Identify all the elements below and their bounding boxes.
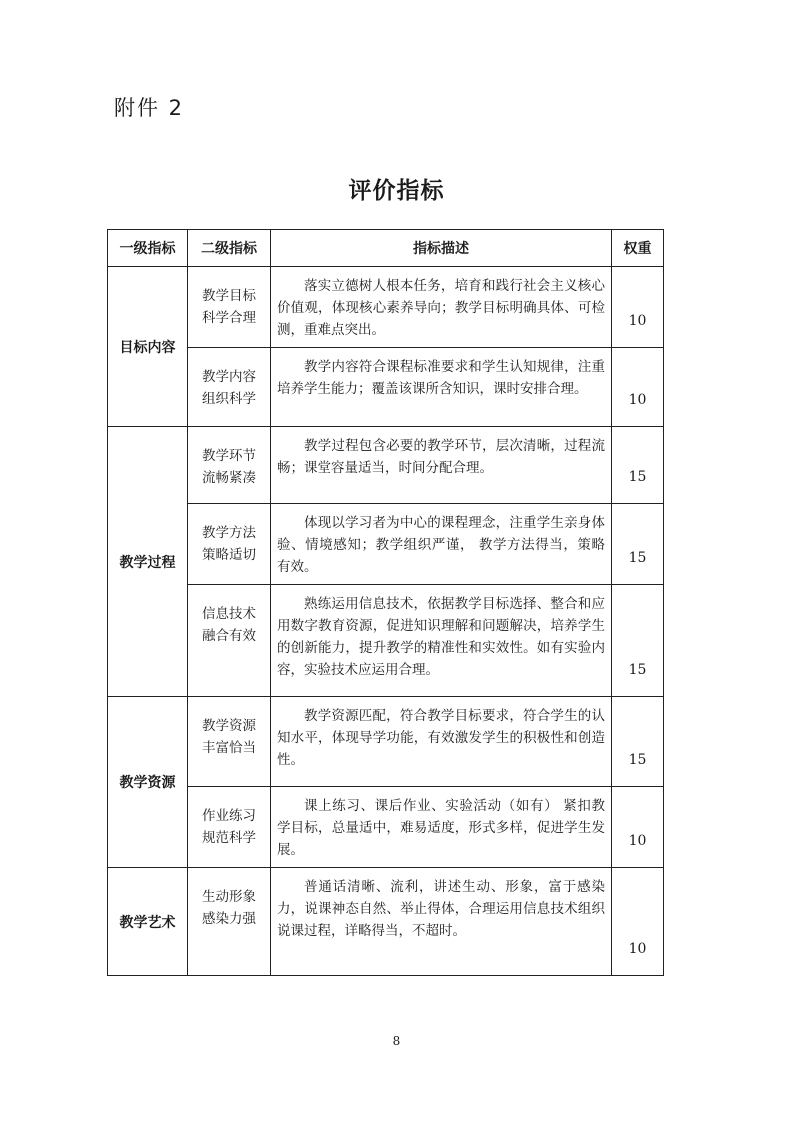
table-row xyxy=(108,427,664,504)
table-row xyxy=(108,585,664,697)
header-weight: 权重 xyxy=(612,230,664,267)
level2-cell: 教学目标科学合理 xyxy=(188,267,271,348)
table-row xyxy=(108,868,664,976)
table-row xyxy=(108,787,664,868)
level2-cell: 信息技术融合有效 xyxy=(188,585,271,697)
header-level2: 二级指标 xyxy=(188,230,271,267)
level2-cell: 生动形象感染力强 xyxy=(188,868,271,976)
header-description: 指标描述 xyxy=(271,230,612,267)
level2-cell: 教学内容组织科学 xyxy=(188,348,271,427)
table-row xyxy=(108,504,664,585)
table-row xyxy=(108,267,664,348)
level1-cell: 目标内容 xyxy=(108,267,188,427)
weight-cell: 10 xyxy=(612,267,664,348)
page-number: 8 xyxy=(392,1034,401,1048)
evaluation-table xyxy=(107,229,664,976)
table-row xyxy=(108,697,664,787)
description-cell: 课上练习、课后作业、实验活动（如有） 紧扣教学目标，总量适中，难易适度，形式多样，促进学生发展。 xyxy=(271,787,612,868)
level2-cell: 教学资源丰富恰当 xyxy=(188,697,271,787)
level2-cell: 教学方法策略适切 xyxy=(188,504,271,585)
weight-cell: 15 xyxy=(612,697,664,787)
weight-cell: 15 xyxy=(612,427,664,504)
level1-cell: 教学艺术 xyxy=(108,868,188,976)
table-header-row xyxy=(108,230,664,267)
weight-cell: 10 xyxy=(612,348,664,427)
description-cell: 教学资源匹配，符合教学目标要求，符合学生的认知水平，体现导学功能，有效激发学生的积极性和创造性。 xyxy=(271,697,612,787)
description-cell: 教学过程包含必要的教学环节，层次清晰，过程流畅；课堂容量适当，时间分配合理。 xyxy=(271,427,612,504)
description-cell: 落实立德树人根本任务，培育和践行社会主义核心价值观，体现核心素养导向；教学目标明确具体、可检测，重难点突出。 xyxy=(271,267,612,348)
page-title: 评价指标 xyxy=(348,178,445,204)
header-level1: 一级指标 xyxy=(108,230,188,267)
weight-cell: 15 xyxy=(612,504,664,585)
description-cell: 教学内容符合课程标准要求和学生认知规律，注重培养学生能力；覆盖该课所含知识，课时安排合理。 xyxy=(271,348,612,427)
description-cell: 熟练运用信息技术，依据教学目标选择、整合和应用数字教育资源，促进知识理解和问题解决，培养学生的创新能力，提升教学的精准性和实效性。如有实验内容，实验技术应运用合理。 xyxy=(271,585,612,697)
weight-cell: 10 xyxy=(612,868,664,976)
description-cell: 普通话清晰、流利，讲述生动、形象，富于感染力，说课神态自然、举止得体，合理运用信息技术组织说课过程，详略得当，不超时。 xyxy=(271,868,612,976)
level1-cell: 教学过程 xyxy=(108,427,188,697)
level2-cell: 作业练习规范科学 xyxy=(188,787,271,868)
level1-cell: 教学资源 xyxy=(108,697,188,868)
weight-cell: 10 xyxy=(612,787,664,868)
weight-cell: 15 xyxy=(612,585,664,697)
description-cell: 体现以学习者为中心的课程理念，注重学生亲身体验、情境感知；教学组织严谨， 教学方法得当，策略有效。 xyxy=(271,504,612,585)
level2-cell: 教学环节流畅紧凑 xyxy=(188,427,271,504)
table-row xyxy=(108,348,664,427)
attachment-label: 附件 2 xyxy=(114,96,185,120)
